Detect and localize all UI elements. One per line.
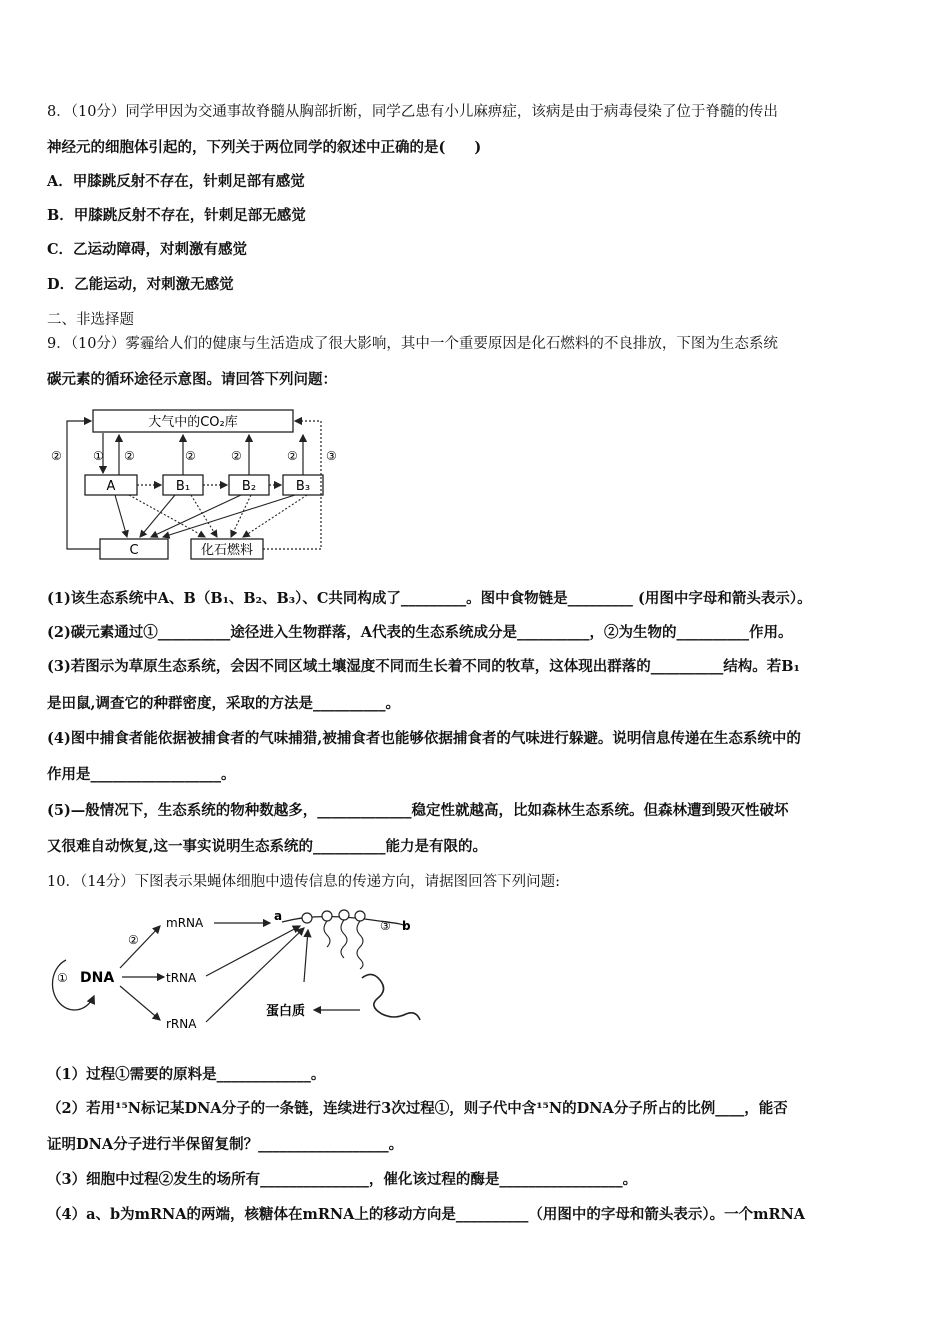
q9-sub4-line2: 作用是__________________。 xyxy=(47,766,236,783)
q8-option-a: A．甲膝跳反射不存在，针刺足部有感觉 xyxy=(47,173,305,190)
q10-sub2-line2: 证明DNA分子进行半保留复制？__________________。 xyxy=(47,1136,404,1153)
atmosphere-label: 大气中的CO₂库 xyxy=(148,415,238,430)
q8-stem-line1: 8．（10分）同学甲因为交通事故脊髓从胸部折断，同学乙患有小儿麻痹症，该病是由于病毒侵染了位于脊髓的传出 xyxy=(47,104,778,120)
label-b2: B₂ xyxy=(241,479,257,494)
label-fossil: 化石燃料 xyxy=(200,543,254,558)
circle-2-label-b2: ② xyxy=(231,449,242,463)
circle-3-label: ③ xyxy=(380,919,391,933)
q10-sub4: （4）a、b为mRNA的两端，核糖体在mRNA上的移动方向是__________（用图中的字母和箭头表示）。一个mRNA xyxy=(47,1206,806,1223)
carbon-cycle-diagram xyxy=(45,405,355,565)
section-heading: 二、非选择题 xyxy=(47,312,134,328)
q8-option-b: B．甲膝跳反射不存在，针刺足部无感觉 xyxy=(47,207,306,224)
q9-sub2: (2)碳元素通过①__________途径进入生物群落，A代表的生态系统成分是__________，②为生物的__________作用。 xyxy=(47,624,793,641)
label-c: C xyxy=(129,543,139,558)
circle-2-label: ② xyxy=(128,933,139,947)
end-b-label: b xyxy=(402,919,411,933)
circle-1-label: ① xyxy=(57,971,68,985)
protein-label: 蛋白质 xyxy=(266,1004,306,1019)
dna-label: DNA xyxy=(80,970,115,986)
q10-stem: 10．（14分）下图表示果蝇体细胞中遗传信息的传递方向，请据图回答下列问题: xyxy=(47,874,561,890)
q9-sub5-line2: 又很难自动恢复,这一事实说明生态系统的__________能力是有限的。 xyxy=(47,838,488,855)
q10-sub2-line1: （2）若用¹⁵N标记某DNA分子的一条链，连续进行3次过程①，则子代中含¹⁵N的DNA分子所占的比例____，能否 xyxy=(47,1100,788,1117)
label-b1: B₁ xyxy=(175,479,191,494)
circle-2-label-c: ② xyxy=(51,449,62,463)
mrna-label: mRNA xyxy=(166,916,204,930)
q9-sub1: (1)该生态系统中A、B（B₁、B₂、B₃）、C共同构成了_________。图中食物链是_________ (用图中字母和箭头表示）。 xyxy=(47,590,812,607)
circle-2-label-a: ② xyxy=(124,449,135,463)
label-a: A xyxy=(106,479,116,494)
q8-option-d: D．乙能运动，对刺激无感觉 xyxy=(47,276,234,293)
end-a-label: a xyxy=(274,909,283,923)
q8-stem-line2: 神经元的细胞体引起的，下列关于两位同学的叙述中正确的是( ) xyxy=(47,139,482,156)
q9-sub4-line1: (4)图中捕食者能依据被捕食者的气味捕猎,被捕食者也能够依据捕食者的气味进行躲避。说明信息传递在生态系统中的 xyxy=(47,730,801,747)
circle-3-label: ③ xyxy=(326,449,337,463)
circle-2-label-b3: ② xyxy=(287,449,298,463)
label-b3: B₃ xyxy=(295,479,311,494)
circle-1-label: ① xyxy=(93,449,104,463)
q9-sub5-line1: (5)—般情况下，生态系统的物种数越多，_____________稳定性就越高，比如森林生态系统。但森林遭到毁灭性破坏 xyxy=(47,802,789,819)
q9-sub3-line1: (3)若图示为草原生态系统，会因不同区域土壤湿度不同而生长着不同的牧草，这体现出群落的__________结构。若B₁ xyxy=(47,658,800,675)
q8-option-c: C．乙运动障碍，对刺激有感觉 xyxy=(47,241,248,258)
trna-label: tRNA xyxy=(166,971,197,985)
q10-sub3: （3）细胞中过程②发生的场所有_______________，催化该过程的酶是_________________。 xyxy=(47,1171,638,1188)
circle-2-label-b1: ② xyxy=(185,449,196,463)
q9-stem-line2: 碳元素的循环途径示意图。请回答下列问题： xyxy=(47,371,337,388)
q9-stem-line1: 9．（10分）雾霾给人们的健康与生活造成了很大影响，其中一个重要原因是化石燃料的不良排放，下图为生态系统 xyxy=(47,336,778,352)
q10-sub1: （1）过程①需要的原料是_____________。 xyxy=(47,1066,326,1083)
rrna-label: rRNA xyxy=(166,1017,197,1031)
gene-expression-diagram xyxy=(42,900,432,1040)
q9-sub3-line2: 是田鼠,调查它的种群密度，采取的方法是__________。 xyxy=(47,695,401,712)
